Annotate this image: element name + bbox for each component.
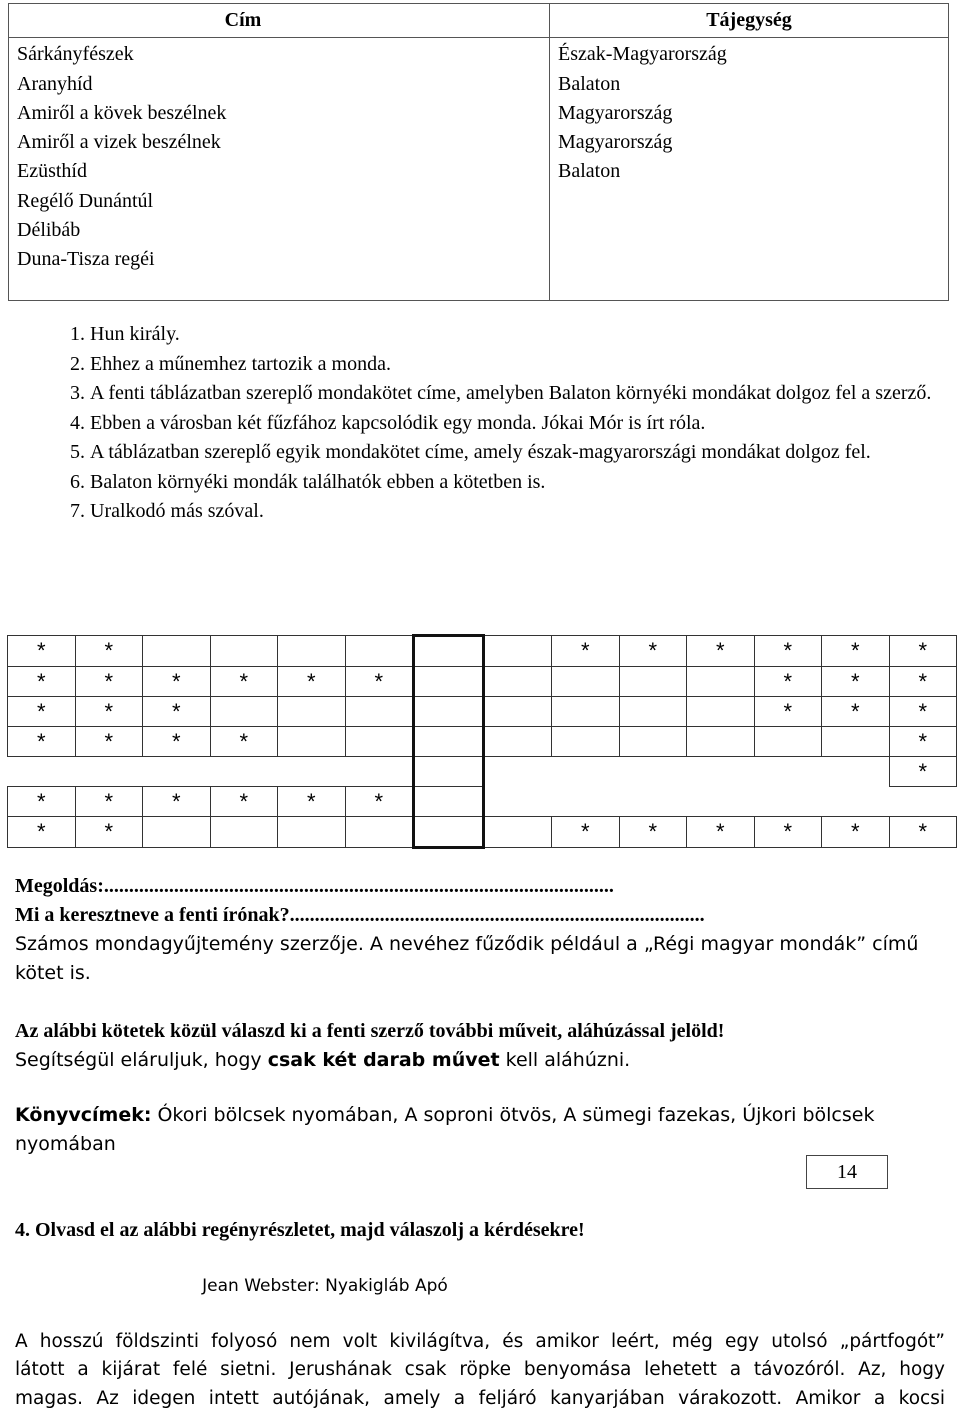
title-item: Ezüsthíd: [17, 160, 87, 183]
section4-heading: 4. Olvasd el az alábbi regényrészletet, majd válaszolj a kérdésekre!: [15, 1219, 585, 1241]
grid-cell[interactable]: *: [345, 667, 414, 697]
grid-cell[interactable]: [687, 757, 755, 787]
grid-cell[interactable]: *: [75, 636, 143, 667]
grid-cell[interactable]: [278, 757, 346, 787]
grid-cell[interactable]: [822, 727, 890, 757]
grid-cell[interactable]: *: [143, 787, 211, 817]
grid-cell[interactable]: *: [8, 667, 76, 697]
grid-cell[interactable]: *: [75, 787, 143, 817]
title-item: Duna-Tisza regéi: [17, 248, 155, 271]
grid-cell[interactable]: *: [754, 817, 822, 848]
excerpt-line-2: látott a kijárat felé sietni. Jerushának csak röpke benyomása lehetett a távozóról. Az, hogy: [15, 1359, 945, 1380]
hint-line: Számos mondagyűjtemény szerzője. A nevéhez fűződik például a „Régi magyar mondák” című kötet is.: [15, 933, 919, 984]
grid-row: [8, 667, 957, 697]
grid-cell[interactable]: *: [75, 727, 143, 757]
question-text: Mi a keresztneve a fenti írónak?: [15, 904, 290, 926]
region-item: Észak-Magyarország: [558, 43, 727, 66]
grid-cell[interactable]: [552, 697, 620, 727]
grid-cell[interactable]: *: [8, 697, 76, 727]
grid-cell[interactable]: *: [345, 787, 414, 817]
question-dots[interactable]: ...................................................................................: [289, 904, 705, 926]
grid-cell[interactable]: *: [75, 697, 143, 727]
grid-cell[interactable]: *: [8, 636, 76, 667]
excerpt-line-3: magas. Az idegen intett autójának, amely a feljáró kanyarjában várakozott. Amikor a kocsi: [15, 1388, 945, 1409]
grid-cell[interactable]: *: [687, 636, 755, 667]
clue-list: [50, 320, 960, 527]
grid-cell[interactable]: [75, 757, 143, 787]
solution-column-cell[interactable]: [414, 636, 484, 667]
grid-cell[interactable]: [278, 817, 346, 848]
grid-row: [8, 757, 957, 787]
grid-cell[interactable]: *: [889, 817, 957, 848]
titles-cell: [9, 38, 550, 301]
grid-cell[interactable]: [345, 697, 414, 727]
grid-cell[interactable]: *: [889, 727, 957, 757]
grid-cell[interactable]: [143, 817, 211, 848]
solution-column-cell[interactable]: [414, 817, 484, 848]
help-pre: Segítségül eláruljuk, hogy: [15, 1049, 268, 1071]
grid-cell[interactable]: [8, 757, 76, 787]
clue-item: 1. Hun király.: [90, 320, 960, 350]
grid-cell[interactable]: *: [75, 817, 143, 848]
grid-cell[interactable]: *: [552, 817, 620, 848]
source-title: Jean Webster: Nyakigláb Apó: [202, 1276, 448, 1296]
grid-cell[interactable]: [345, 757, 414, 787]
help-bold: csak két darab művet: [267, 1049, 500, 1071]
grid-cell[interactable]: [210, 757, 278, 787]
grid-cell[interactable]: [822, 757, 890, 787]
excerpt-line-1: A hosszú földszinti folyosó nem volt kivilágítva, és amikor leért, még egy utolsó „pártfogót”: [15, 1331, 945, 1352]
grid-cell[interactable]: *: [143, 667, 211, 697]
grid-cell[interactable]: [210, 697, 278, 727]
grid-cell[interactable]: [483, 636, 552, 667]
grid-cell[interactable]: *: [210, 667, 278, 697]
solution-column-cell[interactable]: [414, 787, 484, 817]
grid-cell[interactable]: [552, 787, 620, 817]
help-post: kell aláhúzni.: [499, 1049, 631, 1071]
solution-dots[interactable]: ......................................................................................................: [103, 875, 614, 897]
grid-cell[interactable]: [552, 667, 620, 697]
grid-cell[interactable]: *: [210, 787, 278, 817]
title-item: Regélő Dunántúl: [17, 189, 154, 212]
grid-cell[interactable]: *: [8, 727, 76, 757]
grid-cell[interactable]: [483, 727, 552, 757]
grid-row: [8, 817, 957, 848]
grid-cell[interactable]: *: [278, 667, 346, 697]
grid-cell[interactable]: [552, 727, 620, 757]
grid-cell[interactable]: [210, 636, 278, 667]
clue-item: 4. Ebben a városban két fűzfához kapcsolódik egy monda. Jókai Mór is írt róla.: [90, 409, 960, 439]
grid-cell[interactable]: [278, 727, 346, 757]
grid-cell[interactable]: *: [822, 636, 890, 667]
solution-column-cell[interactable]: [414, 757, 484, 787]
table-header-region: Tájegység: [550, 4, 949, 38]
title-item: Sárkányfészek: [17, 43, 134, 66]
grid-cell[interactable]: [483, 787, 552, 817]
grid-cell[interactable]: [619, 757, 687, 787]
grid-cell[interactable]: [483, 817, 552, 848]
grid-cell[interactable]: [143, 757, 211, 787]
grid-row: [8, 697, 957, 727]
grid-cell[interactable]: [278, 697, 346, 727]
books-text: Ókori bölcsek nyomában, A soproni ötvös, A sümegi fazekas, Újkori bölcsek nyomában: [15, 1104, 875, 1155]
grid-cell[interactable]: *: [754, 636, 822, 667]
grid-cell[interactable]: *: [8, 817, 76, 848]
grid-cell[interactable]: [345, 636, 414, 667]
grid-cell[interactable]: *: [75, 667, 143, 697]
grid-cell[interactable]: [210, 817, 278, 848]
grid-cell[interactable]: *: [754, 667, 822, 697]
books-label: Könyvcímek:: [15, 1104, 152, 1126]
grid-cell[interactable]: *: [754, 697, 822, 727]
grid-row: [8, 787, 957, 817]
grid-cell[interactable]: [345, 817, 414, 848]
grid-cell[interactable]: [619, 667, 687, 697]
grid-row: [8, 727, 957, 757]
solution-line: [15, 872, 945, 901]
grid-cell[interactable]: [754, 727, 822, 757]
grid-cell[interactable]: *: [889, 697, 957, 727]
grid-cell[interactable]: *: [143, 727, 211, 757]
grid-cell[interactable]: [754, 757, 822, 787]
clue-item: 3. A fenti táblázatban szereplő mondakötet címe, amelyben Balaton környéki mondákat dolgoz fel a szerző.: [90, 379, 960, 409]
grid-cell[interactable]: *: [143, 697, 211, 727]
hint-text: [15, 930, 945, 988]
grid-cell[interactable]: *: [822, 667, 890, 697]
grid-cell[interactable]: [889, 787, 957, 817]
grid-cell[interactable]: *: [619, 636, 687, 667]
book-list: [15, 1101, 945, 1159]
clue-item: 2. Ehhez a műnemhez tartozik a monda.: [90, 350, 960, 380]
clue-item: 7. Uralkodó más szóval.: [90, 497, 960, 527]
grid-cell[interactable]: [483, 757, 552, 787]
grid-cell[interactable]: [822, 787, 890, 817]
solution-column-cell[interactable]: [414, 667, 484, 697]
title-item: Délibáb: [17, 219, 81, 242]
grid-cell[interactable]: *: [889, 757, 957, 787]
solution-column-cell[interactable]: [414, 697, 484, 727]
grid-cell[interactable]: [483, 667, 552, 697]
grid-cell[interactable]: *: [210, 727, 278, 757]
title-item: Aranyhíd: [17, 72, 93, 95]
region-item: Balaton: [558, 160, 621, 183]
grid-cell[interactable]: *: [278, 787, 346, 817]
solution-column-cell[interactable]: [414, 727, 484, 757]
region-item: Magyarország: [558, 131, 673, 154]
title-item: Amiről a vizek beszélnek: [17, 131, 221, 154]
grid-cell[interactable]: *: [822, 697, 890, 727]
grid-cell[interactable]: [483, 697, 552, 727]
grid-cell[interactable]: *: [889, 667, 957, 697]
grid-cell[interactable]: *: [889, 636, 957, 667]
grid-cell[interactable]: [619, 697, 687, 727]
grid-cell[interactable]: *: [619, 817, 687, 848]
grid-cell[interactable]: [345, 727, 414, 757]
regions-cell: [550, 38, 949, 301]
book-region-table: [8, 3, 949, 301]
grid-cell[interactable]: [278, 636, 346, 667]
grid-cell[interactable]: *: [822, 817, 890, 848]
region-item: Balaton: [558, 72, 621, 95]
crossword-grid: [7, 634, 957, 849]
grid-cell[interactable]: [619, 787, 687, 817]
grid-cell[interactable]: [687, 727, 755, 757]
question-line: [15, 901, 945, 930]
grid-cell[interactable]: *: [8, 787, 76, 817]
region-item: Magyarország: [558, 101, 673, 124]
grid-cell[interactable]: [143, 636, 211, 667]
grid-cell[interactable]: [754, 787, 822, 817]
grid-cell[interactable]: *: [552, 636, 620, 667]
grid-cell[interactable]: [619, 727, 687, 757]
grid-row: [8, 636, 957, 667]
table-header-title: Cím: [9, 4, 550, 38]
title-item: Amiről a kövek beszélnek: [17, 101, 227, 124]
task-instruction: Az alábbi kötetek közül válaszd ki a fenti szerző további műveit, aláhúzással jelöld!: [15, 1020, 725, 1042]
grid-cell[interactable]: [687, 787, 755, 817]
grid-cell[interactable]: [687, 697, 755, 727]
grid-cell[interactable]: *: [687, 817, 755, 848]
clue-item: 5. A táblázatban szereplő egyik mondakötet címe, amely észak-magyarországi mondákat dolgoz fel.: [90, 438, 960, 468]
score-box: 14: [806, 1155, 888, 1189]
grid-cell[interactable]: [552, 757, 620, 787]
solution-label: Megoldás:: [15, 875, 104, 897]
grid-cell[interactable]: [687, 667, 755, 697]
task-help: [15, 1046, 945, 1075]
clue-item: 6. Balaton környéki mondák találhatók ebben a kötetben is.: [90, 468, 960, 498]
